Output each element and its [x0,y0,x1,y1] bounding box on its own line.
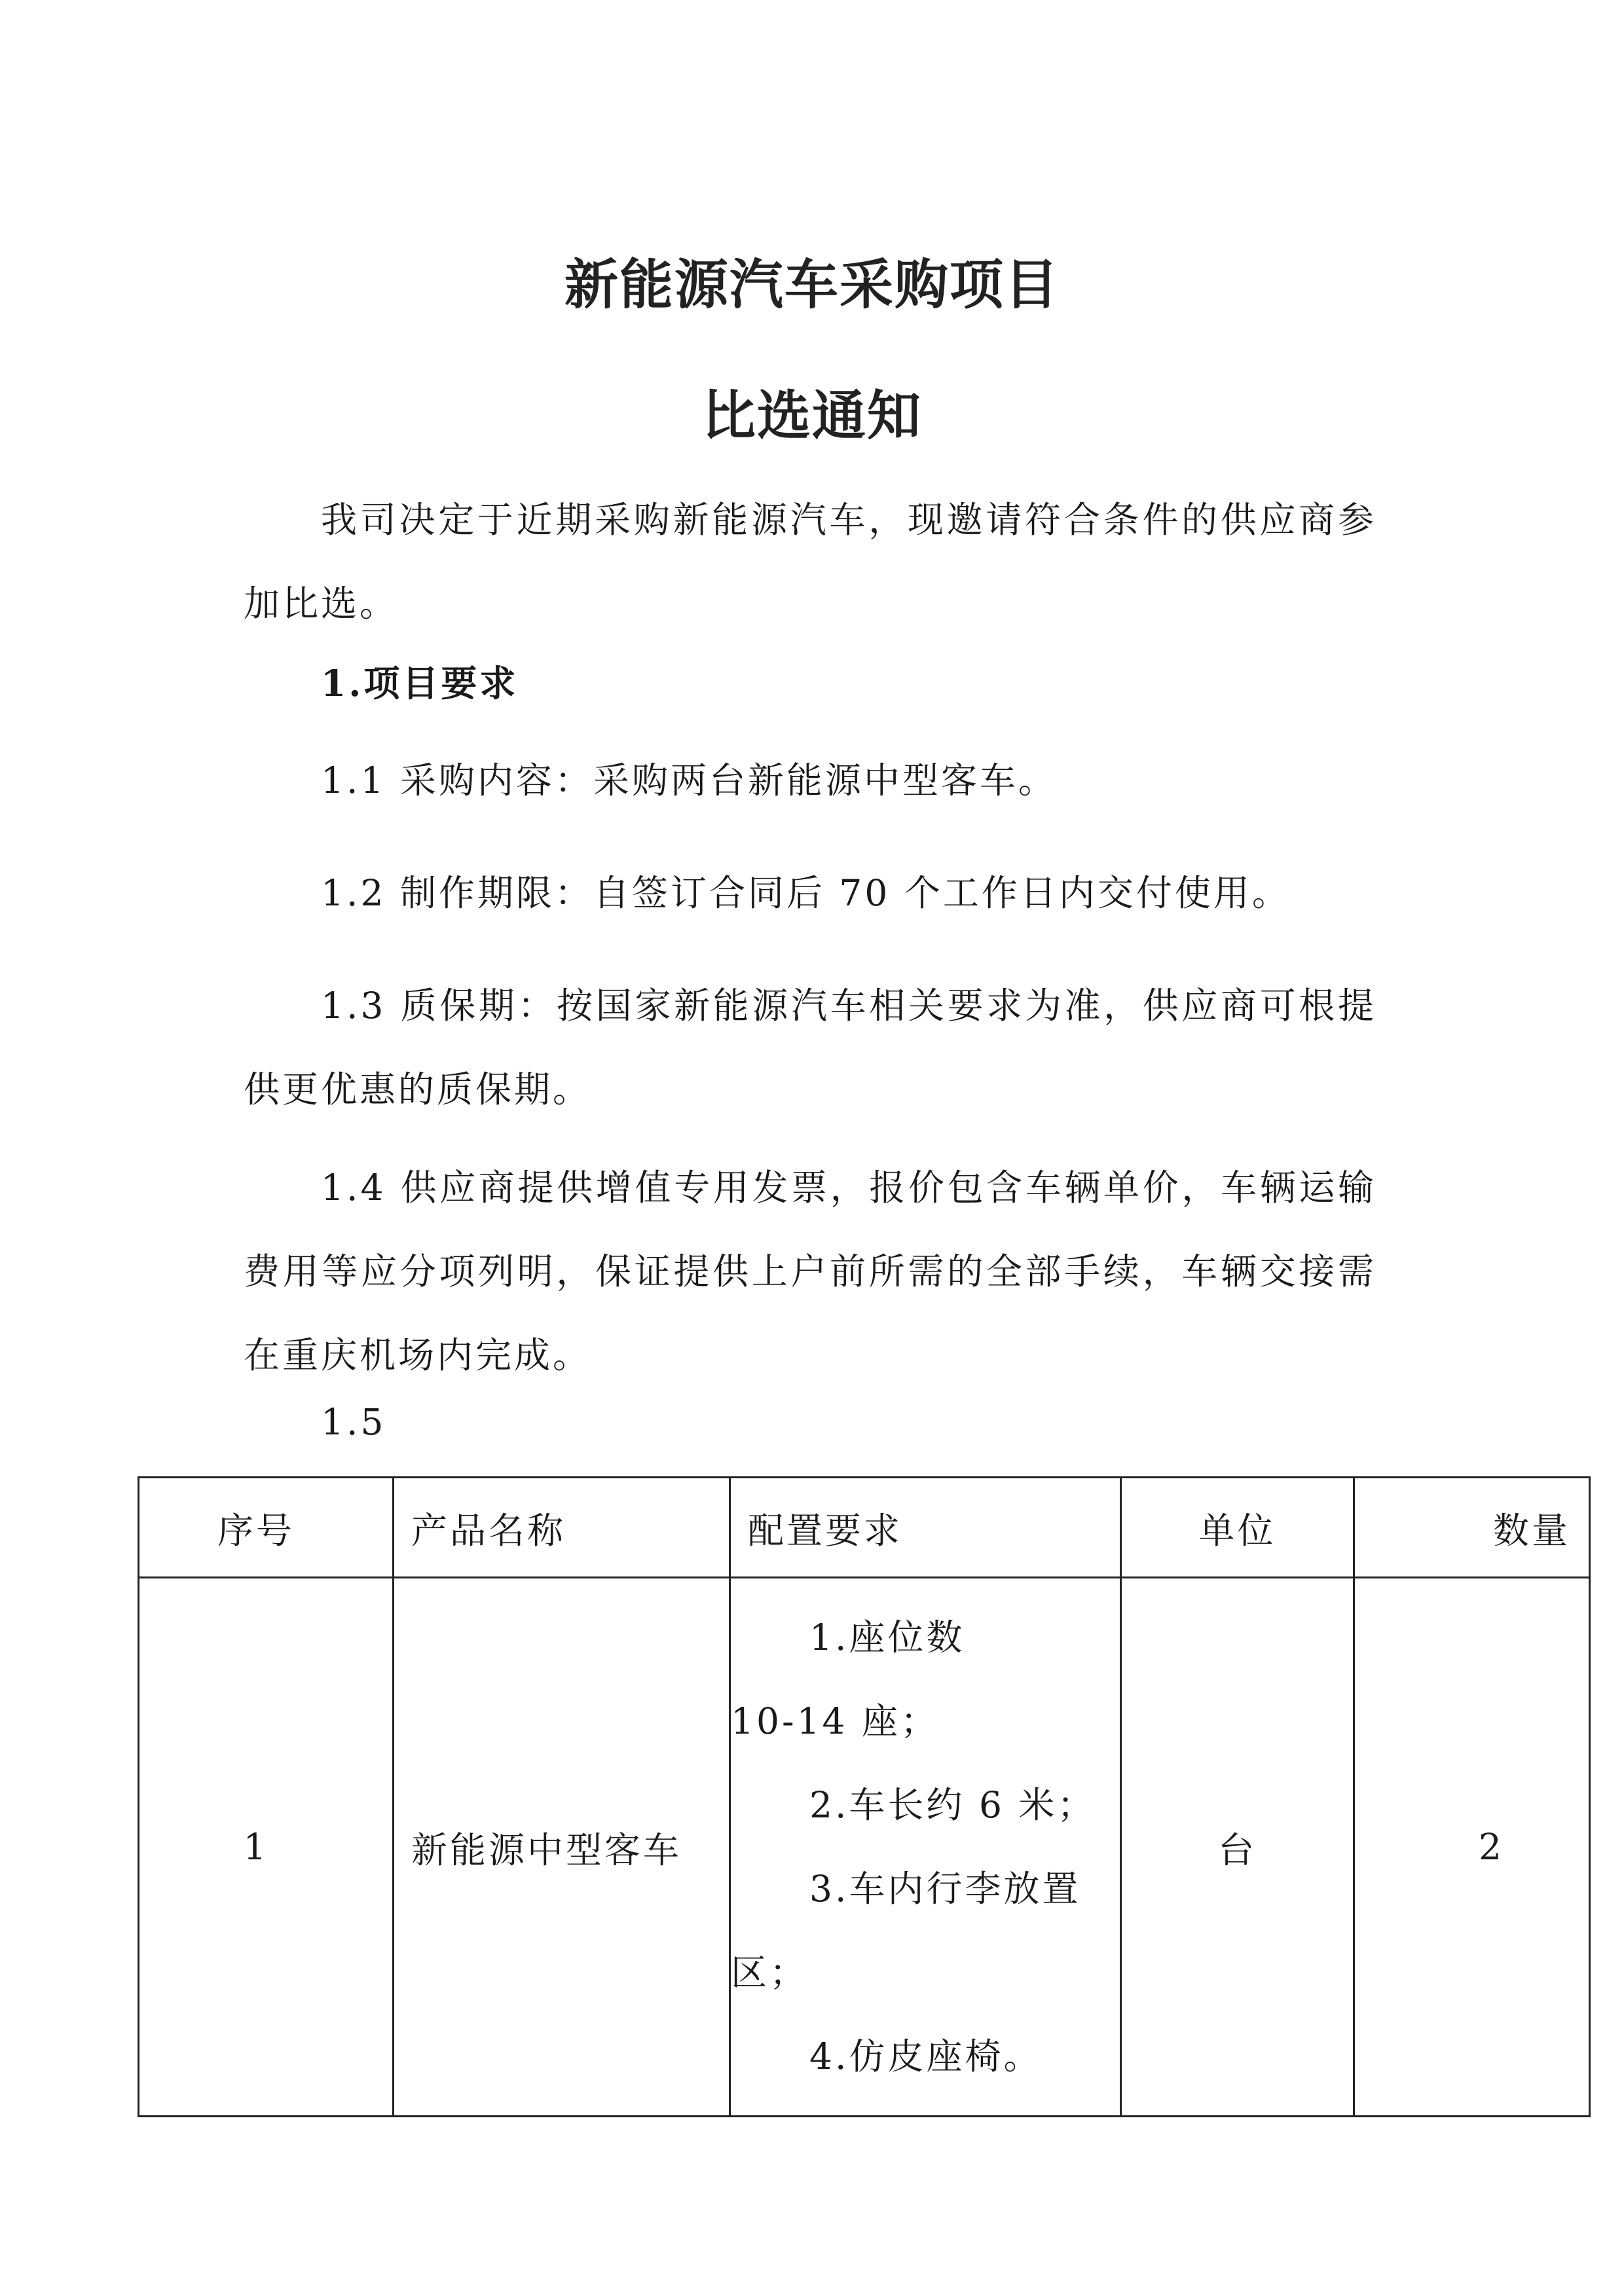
procurement-table [138,1476,1591,2117]
config-line: 3.车内行李放置 [809,1868,1081,1910]
requirement-1-2: 1.2 制作期限：自签订合同后 70 个工作日内交付使用。 [321,872,1291,914]
document-title: 新能源汽车采购项目 [564,254,1060,316]
requirement-1-4: 1.4 供应商提供增值专用发票，报价包含车辆单价，车辆运输费用等应分项列明，保证提供上户前所需的全部手续，车辆交接需在重庆机场内完成。 [244,1167,1376,1376]
config-line: 1.座位数 [809,1616,965,1658]
cell-config [730,1578,1121,2117]
intro-paragraph: 我司决定于近期采购新能源汽车，现邀请符合条件的供应商参加比选。 [244,499,1376,625]
config-line: 4.仿皮座椅。 [809,2035,1043,2077]
header-product: 产品名称 [394,1478,730,1578]
cell-quantity: 2 [1354,1578,1590,2117]
config-line: 10-14 座； [731,1700,940,1742]
header-unit: 单位 [1121,1478,1354,1578]
table-row [139,1578,1590,2117]
table-header-row [139,1478,1590,1578]
cell-unit: 台 [1121,1578,1354,2117]
header-config: 配置要求 [730,1478,1121,1578]
requirement-1-3: 1.3 质保期：按国家新能源汽车相关要求为准，供应商可根提供更优惠的质保期。 [244,985,1376,1110]
cell-index: 1 [139,1578,394,2117]
config-line: 2.车长约 6 米； [809,1784,1096,1826]
config-line: 区； [731,1952,809,1994]
requirement-1-1: 1.1 采购内容：采购两台新能源中型客车。 [321,759,1057,801]
document-subtitle: 比选通知 [701,385,922,447]
requirement-1-5: 1.5 [321,1401,386,1443]
header-index: 序号 [139,1478,394,1578]
cell-product: 新能源中型客车 [394,1578,730,2117]
section-heading: 1.项目要求 [321,662,519,704]
header-quantity: 数量 [1354,1478,1590,1578]
